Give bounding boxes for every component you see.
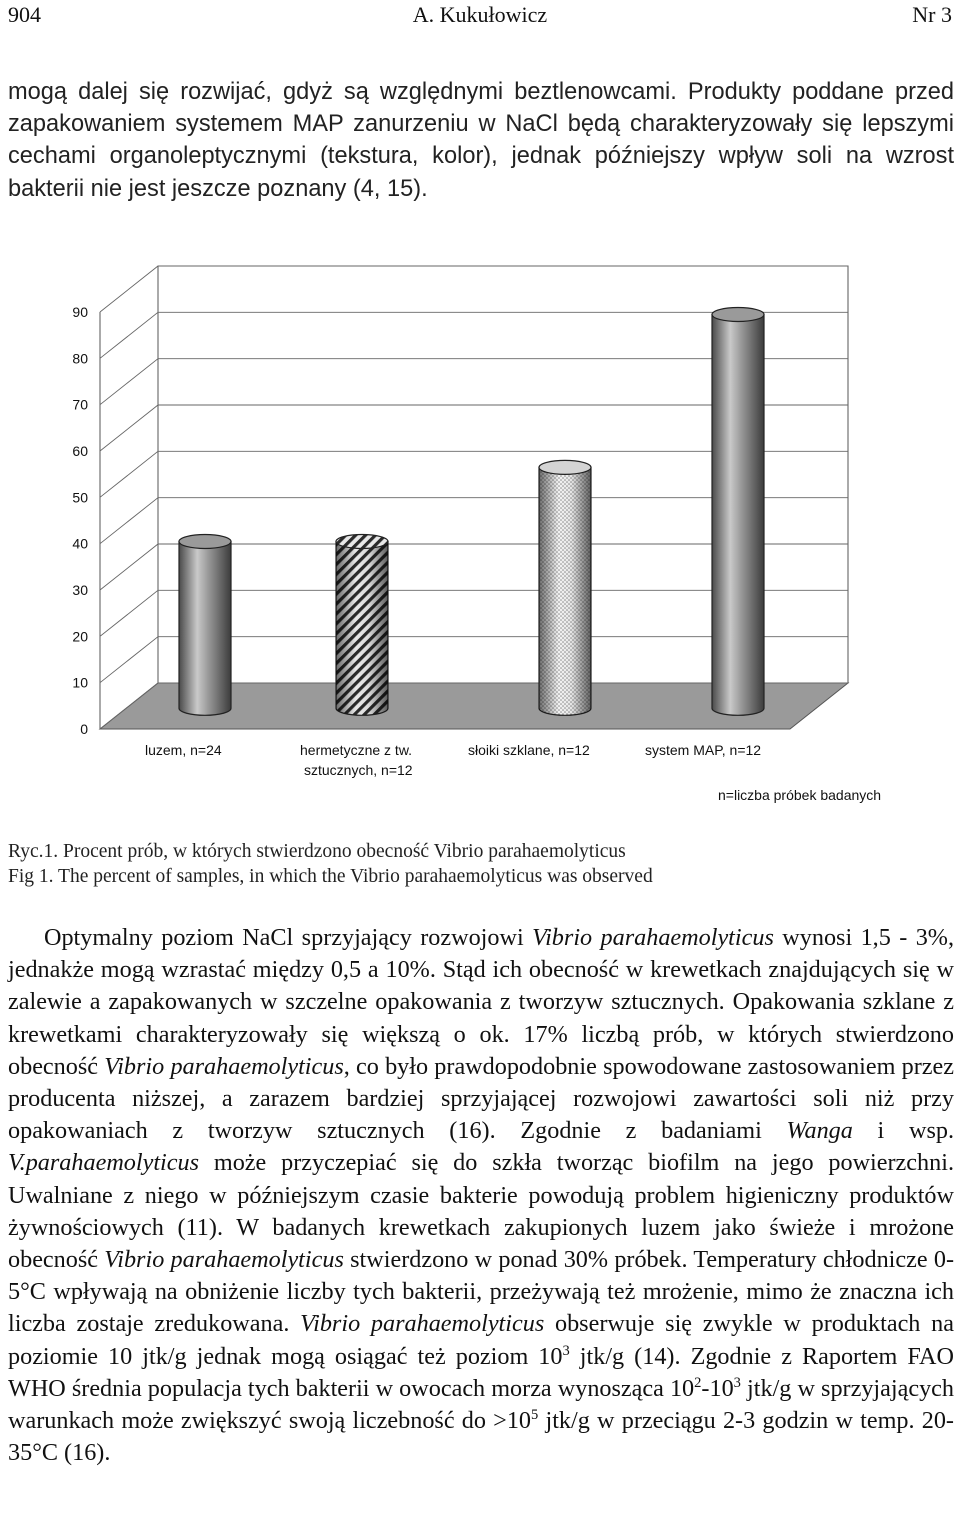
page-header bbox=[8, 2, 952, 32]
x-tick-label: system MAP, n=12 bbox=[645, 742, 762, 758]
figure-bar-chart bbox=[0, 255, 960, 815]
y-tick-label: 30 bbox=[72, 582, 88, 598]
superscript: 3 bbox=[562, 1342, 570, 1359]
text-run: jtk/g (14). Zgodnie z Raportem FAO WHO średnia populacja tych bakterii w owocach morza wynosząca 10 bbox=[8, 1342, 954, 1402]
figure-caption-pl: Ryc.1. Procent prób, w których stwierdzono obecność Vibrio parahaemolyticus bbox=[8, 841, 626, 862]
text-run: i wsp. bbox=[852, 1117, 955, 1145]
bar bbox=[539, 460, 591, 715]
x-axis-labels bbox=[145, 742, 761, 778]
superscript: 2 bbox=[694, 1374, 702, 1391]
text-run: stwierdzono w ponad 30% próbek. Temperatury chłodnicze 0-5°C wpływają na obniżenie liczby tych bakterii, przeżywają też mrożenie, mimo że znaczna ich liczba zostaje zredukowana. bbox=[8, 1246, 954, 1338]
text-run: -10 bbox=[701, 1374, 734, 1402]
bar bbox=[336, 535, 388, 716]
species-name: Vibrio parahaemolyticus bbox=[104, 1052, 344, 1080]
species-name: Vibrio parahaemolyticus bbox=[532, 924, 774, 951]
chart-note: n=liczba próbek badanych bbox=[718, 787, 882, 803]
y-tick-label: 50 bbox=[72, 489, 88, 506]
text-run: obserwuje się zwykle w produktach na poziomie 10 jtk/g jednak mogą osiągać też poziom 10 bbox=[8, 1310, 954, 1370]
running-author: A. Kukułowicz bbox=[412, 2, 548, 27]
x-tick-label: hermetyczne z tw. bbox=[300, 742, 413, 758]
y-tick-label: 20 bbox=[72, 628, 88, 645]
text-run: może przyczepiać się do szkła tworząc biofilm na jego powierzchni. Uwalniane z niego w późniejszym czasie bakterie powodują problem higieniczny produktów żywnościowych (11). W badanych krewetkach zakupionych luzem jako świeże i mrożone obecność bbox=[8, 1149, 954, 1274]
x-tick-label: luzem, n=24 bbox=[145, 742, 222, 758]
text-run: jtk/g w sprzyjających warunkach może zwiększyć swoją liczebność do >10 bbox=[8, 1374, 954, 1435]
species-name: Vibrio parahaemolyticus bbox=[104, 1246, 344, 1274]
y-tick-label: 60 bbox=[72, 443, 88, 459]
y-tick-label: 70 bbox=[72, 396, 88, 413]
paragraph-main bbox=[8, 922, 954, 1469]
superscript: 3 bbox=[733, 1374, 741, 1391]
y-tick-label: 80 bbox=[72, 350, 88, 367]
page-number: 904 bbox=[8, 2, 41, 27]
y-tick-label: 40 bbox=[72, 535, 88, 552]
paragraph-intro: mogą dalej się rozwijać, gdyż są względnymi beztlenowcami. Produkty poddane przed zapakowaniem systemem MAP zanurzeniu w NaCl będą charakteryzowały się lepszymi cechami organoleptycznymi (tekstura, kolor), jednak późniejszy wpływ soli na wzrost bakterii nie jest jeszcze poznany (4, 15). bbox=[8, 79, 954, 202]
author-name: Wanga bbox=[786, 1117, 853, 1145]
figure-caption-en: Fig 1. The percent of samples, in which the Vibrio parahaemolyticus was observed bbox=[8, 866, 653, 887]
y-tick-label: 90 bbox=[72, 304, 88, 320]
bar bbox=[712, 307, 764, 715]
superscript: 5 bbox=[531, 1406, 539, 1423]
y-tick-label: 0 bbox=[80, 721, 88, 737]
x-tick-label: słoiki szklane, n=12 bbox=[468, 742, 590, 758]
text-run: jtk/g w przeciągu 2-3 godzin w temp. 20-35°C (16). bbox=[8, 1407, 954, 1467]
x-tick-label: sztucznych, n=12 bbox=[304, 762, 413, 778]
species-name: V.parahaemolyticus bbox=[8, 1149, 200, 1177]
species-name: Vibrio parahaemolyticus bbox=[300, 1310, 545, 1338]
y-tick-label: 10 bbox=[72, 674, 88, 691]
text-run: , co było prawdopodobnie spowodowane zastosowaniem przez producenta niższej, a zarazem bardziej sprzyjającej rozwojowi zawartości soli niż przy opakowaniach z tworzyw sztucznych (16). Zgodnie z badaniami bbox=[8, 1052, 954, 1145]
text-run: Optymalny poziom NaCl sprzyjający rozwojowi bbox=[44, 924, 533, 951]
bar bbox=[179, 535, 231, 716]
y-axis-ticks bbox=[72, 304, 88, 737]
issue-number: Nr 3 bbox=[912, 2, 952, 27]
text-run: wynosi 1,5 - 3%, jednakże mogą wzrastać między 0,5 a 10%. Stąd ich obecność w krewetkach znajdujących się w zalewie a zapakowanych w szczelne opakowania z tworzyw sztucznych. Opakowania szklane z krewetkami charakteryzowały się większą o ok. 17% liczbą prób, w których stwierdzono obecność bbox=[8, 924, 954, 1080]
